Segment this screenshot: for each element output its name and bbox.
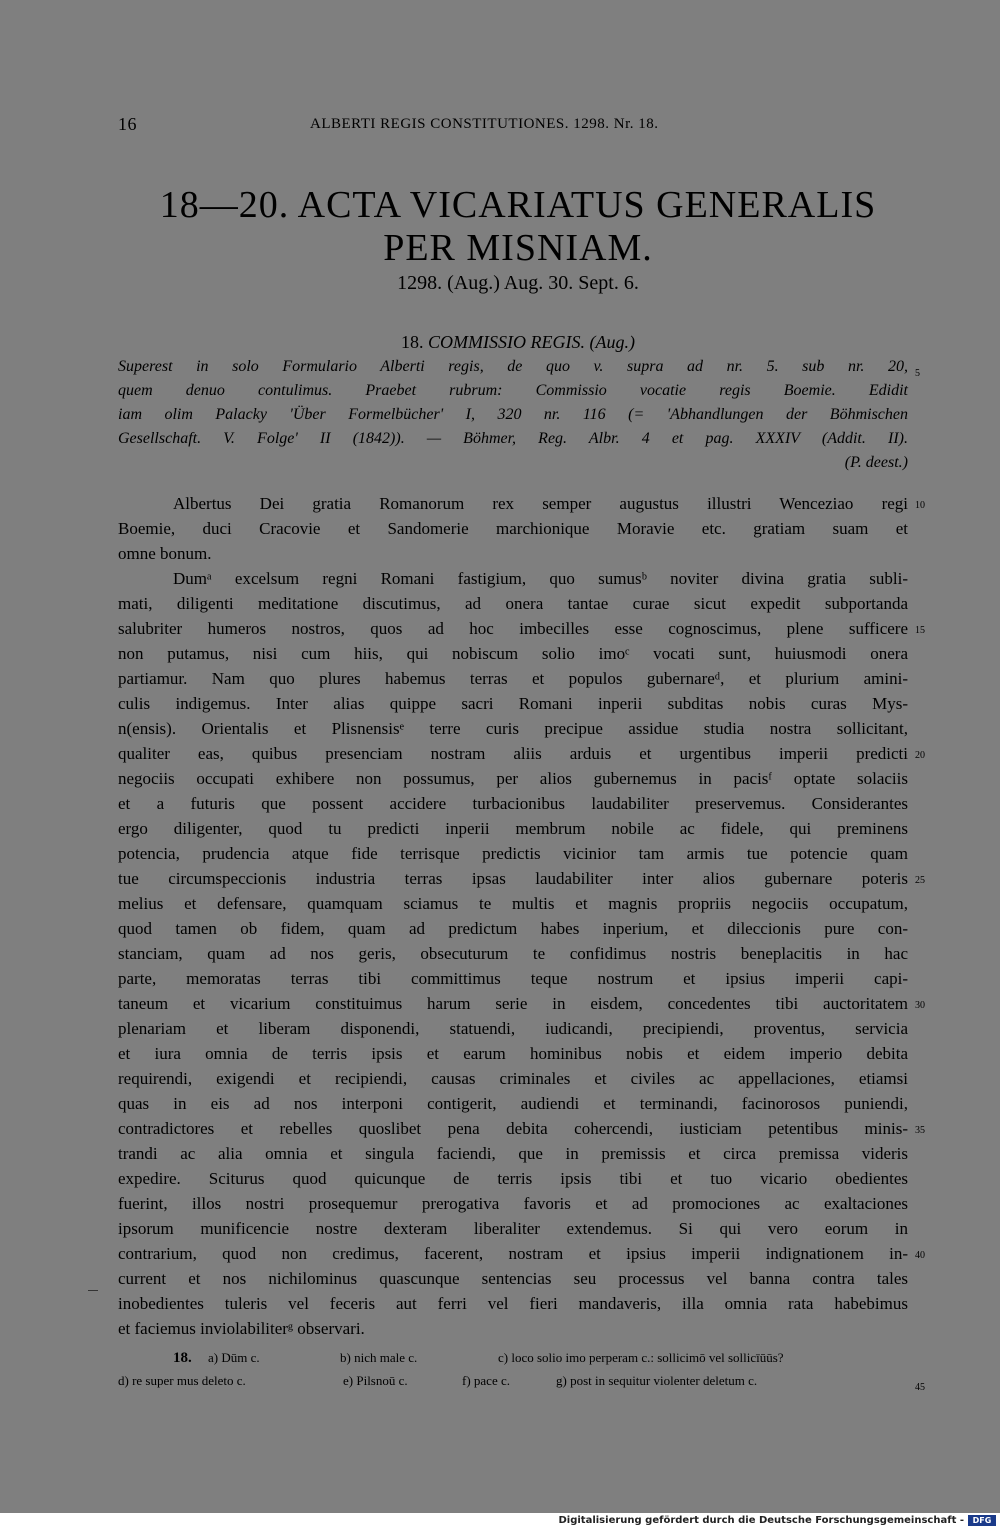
body-line: culis indigemus. Inter alias quippe sacri Romani inperii subditas nobis curas Mys- (118, 694, 908, 713)
section-title: COMMISSIO REGIS. (428, 332, 585, 352)
body-line: Boemie, duci Cracovie et Sandomerie marchionique Moravie etc. gratiam suam et (118, 519, 908, 538)
body-line: et iura omnia de terris ipsis et earum hominibus nobis et eidem imperio debita (118, 1044, 908, 1063)
line-number: 5 (915, 368, 920, 379)
intro-line: Gesellschaft. V. Folge' II (1842)). — Böhmer, Reg. Albr. 4 et pag. XXXIV (Addit. II). (118, 430, 908, 447)
body-line: negociis occupati exhibere non possumus, per alios gubernemus in pacisᶠ optate solaciis (118, 769, 908, 788)
body-line: melius et defensare, quamquam sciamus te multis et magnis propriis negociis occupatum, (118, 894, 908, 913)
body-line: n(ensis). Orientalis et Plisnensisᵉ terre curis precipue assidue studia nostra sollicitant, (118, 719, 908, 738)
section-heading (18, 332, 1000, 353)
document-title-line-1: 18—20. ACTA VICARIATUS GENERALIS (159, 184, 877, 226)
body-line: partiamur. Nam quo plures habemus terras et populos gubernareᵈ, et plurium amini- (118, 669, 908, 688)
body-line: potencia, prudencia atque fide terrisque predictis vicinior tam armis tue potencie quam (118, 844, 908, 863)
body-line: salubriter humeros nostros, quos ad hoc imbecilles esse cognoscimus, plene sufficere (118, 619, 908, 638)
body-line: quas in eis ad nos interponi contigerit, audiendi et terminandi, facinorosos puniendi, (118, 1094, 908, 1113)
body-line: fuerint, illos nostri prosequemur prerogativa favoris et ad promociones ac exaltaciones (118, 1194, 908, 1213)
document-dates: 1298. (Aug.) Aug. 30. Sept. 6. (397, 272, 639, 294)
body-line: contrarium, quod non credimus, facerent, nostram et ipsius imperii indignationem in- (118, 1244, 908, 1263)
dfg-logo: DFG (968, 1515, 996, 1526)
running-title: ALBERTI REGIS CONSTITUTIONES. 1298. Nr. 18. (310, 116, 659, 132)
line-number: 10 (915, 500, 925, 511)
footnote-item: g) post in sequitur violenter deletum c. (556, 1373, 758, 1388)
body-line: current et nos nichilominus quascunque sentencias seu processus vel banna contra tales (118, 1269, 908, 1288)
body-line: stanciam, quam ad nos geris, obsecuturum te confidimus nostris beneplacitis in hac (118, 944, 908, 963)
body-line: et a futuris que possent accidere turbacionibus laudabiliter preservemus. Considerantes (118, 794, 908, 813)
footnote-item: b) nich male c. (340, 1350, 418, 1365)
body-line: non putamus, nisi cum hiis, qui nobiscum solio imoᶜ vocati sunt, huiusmodi onera (118, 644, 908, 663)
line-number: 20 (915, 750, 925, 761)
body-line: trandi ac alia omnia et singula faciendi, que in premissis et circa premissa videris (118, 1144, 908, 1163)
footnote-item: c) loco solio imo perperam c.: sollicimō vel sollicīūūs? (498, 1350, 784, 1365)
body-line: taneum et vicarium constituimus harum serie in eisdem, concedentes tibi auctoritatem (118, 994, 908, 1013)
body-line: Dumᵃ excelsum regni Romani fastigium, quo sumusᵇ noviter divina gratia subli- (173, 569, 908, 588)
footnote-item: a) Dūm c. (208, 1350, 260, 1365)
section-number: 18. (401, 332, 424, 352)
page-number: 16 (118, 114, 137, 134)
line-number: 45 (915, 1382, 925, 1393)
line-number: 25 (915, 875, 925, 886)
footnote-item: e) Pilsnoū c. (343, 1373, 408, 1388)
body-line: requirendi, exigendi et recipiendi, causas criminales et civiles ac appellaciones, etiamsi (118, 1069, 908, 1088)
body-line: et faciemus inviolabiliterᵍ observari. (118, 1319, 365, 1338)
body-line: ergo diligenter, quod tu predicti inperii membrum nobile ac fidele, qui preminens (118, 819, 908, 838)
intro-line: quem denuo contulimus. Praebet rubrum: Commissio vocatie regis Boemie. Edidit (118, 382, 908, 399)
intro-line: Superest in solo Formulario Alberti regis, de quo v. supra ad nr. 5. sub nr. 20, (118, 358, 908, 375)
body-line: tue circumspeccionis industria terras ipsas laudabiliter inter alios gubernare poteris (118, 869, 908, 888)
section-date: (Aug.) (589, 332, 635, 352)
funding-credit: Digitalisierung gefördert durch die Deutsche Forschungsgemeinschaft - (558, 1515, 964, 1526)
body-line: mati, diligenti meditatione discutimus, ad onera tantae curae sicut expedit subportanda (118, 594, 908, 613)
body-line: contradictores et rebelles quoslibet pena debita cohercendi, iusticiam petentibus minis- (118, 1119, 908, 1138)
line-number: 30 (915, 1000, 925, 1011)
footnote-item: f) pace c. (462, 1373, 510, 1388)
body-line: ipsorum munificencie nostre dexteram liberaliter extendemus. Si qui vero eorum in (118, 1219, 908, 1238)
footnote-item: d) re super mus deleto c. (118, 1373, 246, 1388)
line-number: 35 (915, 1125, 925, 1136)
body-line: plenariam et liberam disponendi, statuendi, iudicandi, precipiendi, proventus, servicia (118, 1019, 908, 1038)
document-title-line-2: PER MISNIAM. (383, 227, 653, 269)
body-line: inobedientes tuleris vel feceris aut ferri vel fieri mandaveris, illa omnia rata habebimus (118, 1294, 908, 1313)
body-line: qualiter eas, quibus presenciam nostram aliis arduis et urgentibus imperii predicti (118, 744, 908, 763)
line-number: 40 (915, 1250, 925, 1261)
margin-mark (88, 1290, 98, 1291)
body-line: quod tamen ob fidem, quam ad predictum habes inperium, et dileccionis pure con- (118, 919, 908, 938)
footnote-label: 18. (173, 1350, 192, 1366)
body-line: Albertus Dei gratia Romanorum rex semper augustus illustri Wenceziao regi (173, 494, 908, 513)
line-number: 15 (915, 625, 925, 636)
body-line: omne bonum. (118, 544, 212, 563)
intro-line: iam olim Palacky 'Über Formelbücher' I, 320 nr. 116 (= 'Abhandlungen der Böhmischen (118, 406, 908, 423)
body-line: parte, memoratas terras tibi committimus teque nostrum et ipsius imperii capi- (118, 969, 908, 988)
body-line: expedire. Sciturus quod quicunque de terris ipsis tibi et tuo vicario obedientes (118, 1169, 908, 1188)
intro-line: (P. deest.) (844, 454, 908, 471)
